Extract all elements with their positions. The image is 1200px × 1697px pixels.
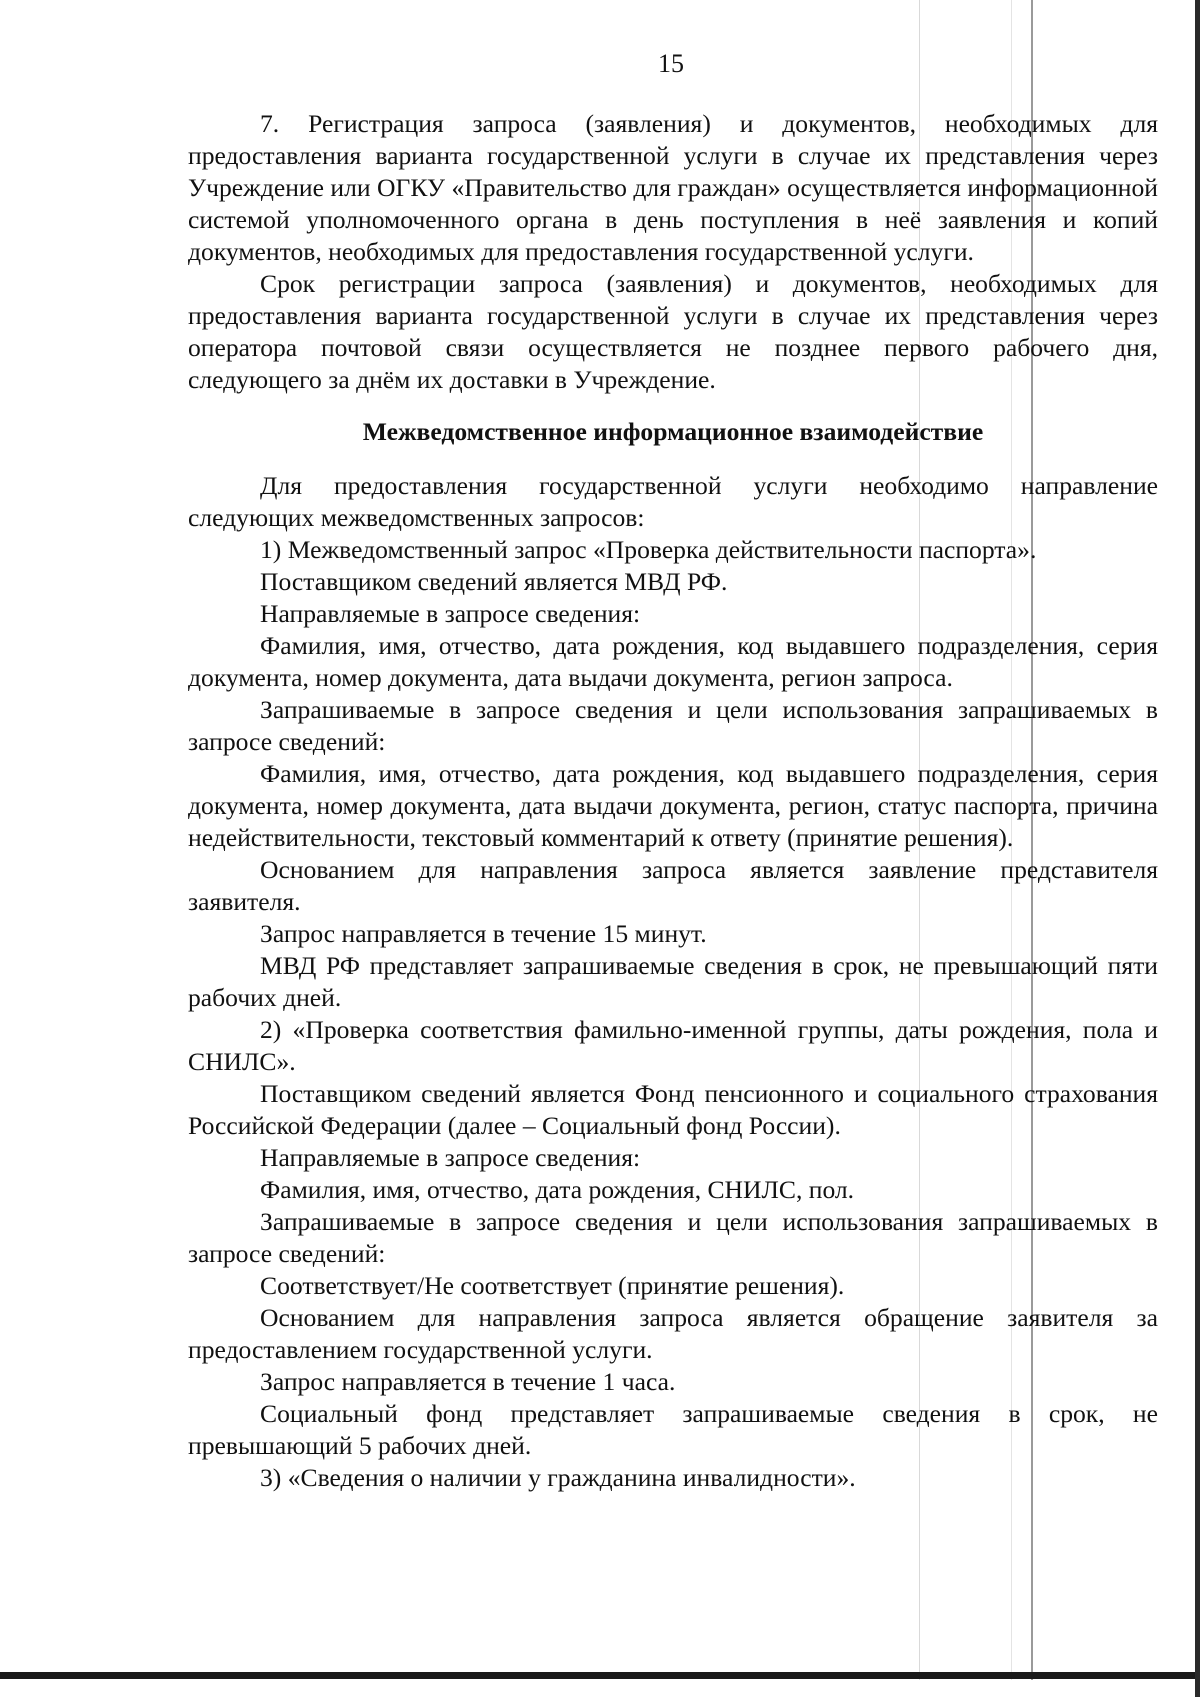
- list-item-heading: 2) «Проверка соответствия фамильно-именной группы, даты рождения, пола и СНИЛС».: [188, 1015, 1158, 1076]
- paragraph: 7. Регистрация запроса (заявления) и документов, необходимых для предоставления варианта государственной услуги в случае их представления через Учреждение или ОГКУ «Правительство для граждан» осуществляется информационной системой уполномоченного органа в день поступления в неё заявления и копий документов, необходимых для предоставления государственной услуги.: [188, 109, 1158, 266]
- scan-right-edge: [1195, 0, 1200, 1697]
- paragraph: Направляемые в запросе сведения:: [260, 599, 641, 628]
- paragraph: МВД РФ представляет запрашиваемые сведения в срок, не превышающий пяти рабочих дней.: [188, 951, 1158, 1012]
- paragraph: Запрашиваемые в запросе сведения и цели использования запрашиваемых в запросе сведений:: [188, 1207, 1158, 1268]
- paragraph: Основанием для направления запроса является заявление представителя заявителя.: [188, 855, 1158, 916]
- paragraph: Запрос направляется в течение 15 минут.: [260, 919, 707, 948]
- paragraph: Социальный фонд представляет запрашиваемые сведения в срок, не превышающий 5 рабочих дней.: [188, 1399, 1158, 1460]
- paragraph: Поставщиком сведений является МВД РФ.: [260, 567, 728, 596]
- paragraph: Фамилия, имя, отчество, дата рождения, код выдавшего подразделения, серия документа, номер документа, дата выдачи документа, регион запроса.: [188, 631, 1158, 692]
- scan-bottom-edge: [0, 1672, 1200, 1679]
- paragraph: Соответствует/Не соответствует (принятие решения).: [260, 1271, 845, 1300]
- paragraph: Для предоставления государственной услуги необходимо направление следующих межведомственных запросов:: [188, 471, 1158, 532]
- page-number: 15: [658, 49, 684, 78]
- paragraph: Направляемые в запросе сведения:: [260, 1143, 641, 1172]
- paragraph: Фамилия, имя, отчество, дата рождения, код выдавшего подразделения, серия документа, номер документа, дата выдачи документа, регион, статус паспорта, причина недействительности, текстовый комментарий к ответу (принятие решения).: [188, 759, 1158, 852]
- paragraph: Основанием для направления запроса является обращение заявителя за предоставлением государственной услуги.: [188, 1303, 1158, 1364]
- paragraph: Поставщиком сведений является Фонд пенсионного и социального страхования Российской Федерации (далее – Социальный фонд России).: [188, 1079, 1158, 1140]
- section-heading: Межведомственное информационное взаимодействие: [362, 417, 984, 446]
- paragraph: Срок регистрации запроса (заявления) и документов, необходимых для предоставления варианта государственной услуги в случае их представления через оператора почтовой связи осуществляется не позднее первого рабочего дня, следующего за днём их доставки в Учреждение.: [188, 269, 1158, 394]
- document-body: [188, 108, 1158, 1494]
- paragraph: Запрос направляется в течение 1 часа.: [260, 1367, 676, 1396]
- paragraph: Запрашиваемые в запросе сведения и цели использования запрашиваемых в запросе сведений:: [188, 695, 1158, 756]
- list-item-heading: 1) Межведомственный запрос «Проверка действительности паспорта».: [260, 535, 1037, 564]
- paragraph: Фамилия, имя, отчество, дата рождения, СНИЛС, пол.: [260, 1175, 855, 1204]
- list-item-heading: 3) «Сведения о наличии у гражданина инвалидности».: [260, 1463, 856, 1492]
